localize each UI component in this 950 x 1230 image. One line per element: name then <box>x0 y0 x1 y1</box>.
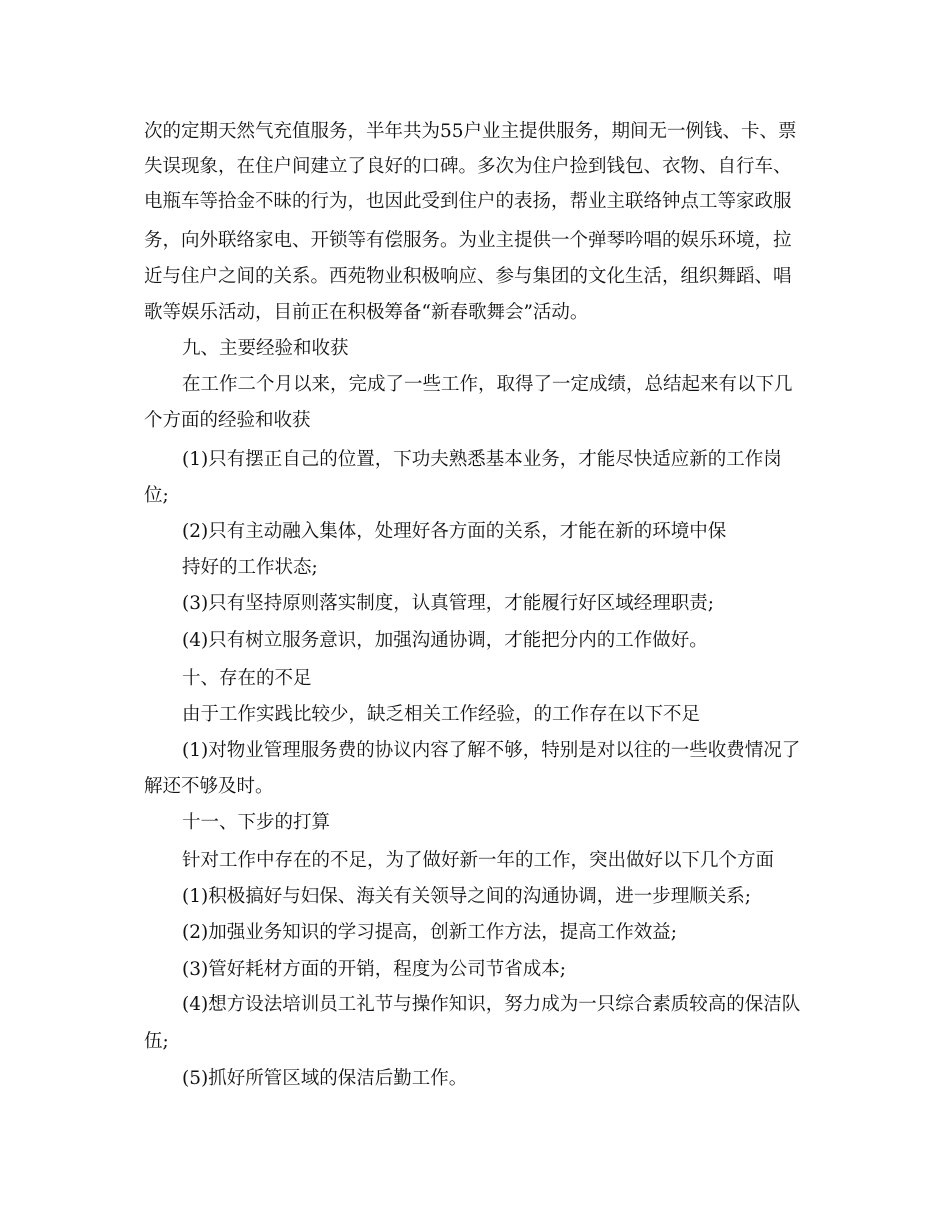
list-item-continuation: 位; <box>144 485 169 506</box>
list-item: (3)管好耗材方面的开销，程度为公司节省成本; <box>182 959 566 980</box>
paragraph-line: 失误现象，在住户间建立了良好的口碑。多次为住户捡到钱包、衣物、自行车、 <box>144 156 792 177</box>
list-item: (4)想方设法培训员工礼节与操作知识，努力成为一只综合素质较高的保洁队 <box>182 994 801 1015</box>
paragraph-line: 由于工作实践比较少，缺乏相关工作经验，的工作存在以下不足 <box>182 704 701 725</box>
paragraph-line: 针对工作中存在的不足，为了做好新一年的工作，突出做好以下几个方面 <box>182 850 775 871</box>
list-item: (1)只有摆正自己的位置，下功夫熟悉基本业务，才能尽快适应新的工作岗 <box>182 449 782 470</box>
paragraph-line: 近与住户之间的关系。西苑物业积极响应、参与集团的文化生活，组织舞蹈、唱 <box>144 266 792 287</box>
list-item: (5)抓好所管区域的保洁后勤工作。 <box>182 1068 468 1089</box>
section-heading: 十、存在的不足 <box>182 668 312 689</box>
list-item: (2)只有主动融入集体，处理好各方面的关系，才能在新的环境中保 <box>182 521 727 542</box>
section-heading: 十一、下步的打算 <box>182 812 331 833</box>
list-item: (2)加强业务知识的学习提高，创新工作方法，提高工作效益; <box>182 922 677 943</box>
list-item-continuation: 解还不够及时。 <box>144 776 274 797</box>
paragraph-line: 次的定期天然气充值服务，半年共为55户业主提供服务，期间无一例钱、卡、票 <box>144 121 797 142</box>
list-item: (1)对物业管理服务费的协议内容了解不够，特别是对以往的一些收费情况了 <box>182 740 801 761</box>
paragraph-line: 歌等娱乐活动，目前正在积极筹备“新春歌舞会”活动。 <box>144 302 589 323</box>
list-item: (1)积极搞好与妇保、海关有关领导之间的沟通协调，进一步理顺关系; <box>182 886 751 907</box>
paragraph-line: 个方面的经验和收获 <box>144 410 311 431</box>
paragraph-line: 在工作二个月以来，完成了一些工作，取得了一定成绩，总结起来有以下几 <box>182 374 793 395</box>
list-item: (4)只有树立服务意识，加强沟通协调，才能把分内的工作做好。 <box>182 630 708 651</box>
list-item-continuation: 持好的工作状态; <box>182 557 318 578</box>
list-item: (3)只有坚持原则落实制度，认真管理，才能履行好区域经理职责; <box>182 593 714 614</box>
section-heading: 九、主要经验和收获 <box>182 338 349 359</box>
paragraph-line: 务，向外联络家电、开锁等有偿服务。为业主提供一个弹琴吟唱的娱乐环境，拉 <box>144 230 792 251</box>
list-item-continuation: 伍; <box>144 1031 169 1052</box>
paragraph-line: 电瓶车等拾金不昧的行为，也因此受到住户的表扬，帮业主联络钟点工等家政服 <box>144 191 792 212</box>
